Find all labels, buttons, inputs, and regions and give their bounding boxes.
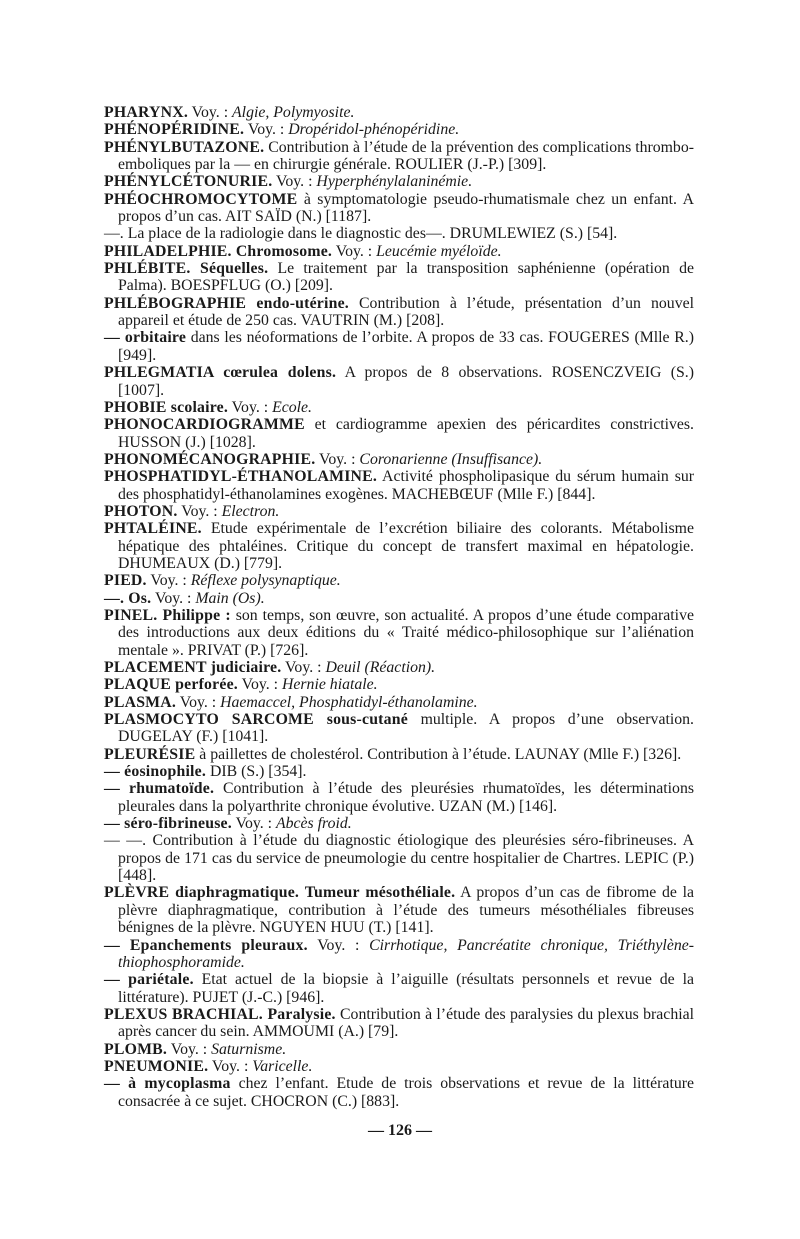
entry-text: à symptomatologie pseudo-rhumatismale chez un enfant. A propos d’un cas. AIT SAÏD (N.) [1187]. [118, 190, 694, 226]
entry-heading: — Epanchements pleuraux. [104, 936, 308, 954]
index-entry [104, 173, 694, 190]
index-entry [104, 243, 694, 260]
entry-text: Le traitement par la transposition saphénienne (opération de Palma). BOESPFLUG (O.) [209]. [118, 260, 694, 295]
entry-text: Contribution à l’étude des pleurésies rhumatoïdes, les déterminations pleurales dans la polyarthrite chronique évolutive. UZAN (M.) [146]. [118, 780, 694, 815]
entry-heading: PHARYNX. [104, 104, 188, 121]
entry-text: Voy. : [177, 502, 222, 520]
index-entry [104, 884, 694, 936]
index-entry [104, 1041, 694, 1058]
entry-heading: PNEUMONIE. [104, 1057, 209, 1075]
entry-heading: — orbitaire [104, 329, 187, 347]
cross-reference: Varicelle. [252, 1057, 313, 1075]
index-entry [104, 451, 694, 468]
cross-reference: Réflexe polysynaptique. [190, 572, 341, 590]
entry-heading: PHÉNOPÉRIDINE. [104, 121, 245, 139]
entry-text: Activité phospholipasique du sérum humain sur des phosphatidyl-éthanolamines exogènes. MACHEBŒUF (Mlle F.) [844]. [118, 468, 694, 503]
cross-reference: Hyperphénylalaninémie. [316, 173, 473, 191]
entry-heading: PLÈVRE diaphragmatique. Tumeur mésothéliale. [104, 884, 456, 902]
entry-heading: PHOBIE scolaire. [104, 398, 229, 416]
entry-heading: PLACEMENT judiciaire. [104, 659, 282, 676]
index-entry [104, 225, 694, 242]
index-entry [104, 937, 694, 972]
index-entry [104, 590, 694, 607]
entry-heading: — rhumatoïde. [104, 780, 215, 798]
entry-heading: PHLÉBITE. Séquelles. [104, 260, 269, 278]
entry-heading: PHLEGMATIA cœrulea dolens. [104, 364, 337, 382]
entry-text: A propos d’un cas de fibrome de la plèvre diaphragmatique, contribution à l’étude des tumeurs mésothéliales fibreuses bénignes de la plèvre. NGUYEN HUU (T.) [141]. [118, 884, 694, 937]
entry-heading: PHONOCARDIOGRAMME [104, 416, 305, 434]
index-entry [104, 399, 694, 416]
entry-text: à paillettes de cholestérol. Contribution à l’étude. LAUNAY (Mlle F.) [326]. [195, 745, 682, 763]
index-entry [104, 1058, 694, 1075]
index-entry [104, 503, 694, 520]
entry-heading: PHOSPHATIDYL-ÉTHANOLAMINE. [104, 468, 378, 486]
index-entry [104, 520, 694, 572]
entry-heading: PLASMOCYTO SARCOME sous-cutané [104, 711, 408, 729]
entry-text: A propos de 8 observations. ROSENCZVEIG (S.) [1007]. [118, 364, 694, 399]
index-entry [104, 104, 694, 121]
entry-heading: —. Os. [104, 589, 152, 607]
cross-reference: Ecole. [272, 398, 312, 416]
entry-text: Voy. : [237, 676, 282, 694]
entry-text: Voy. : [272, 173, 317, 191]
entry-text: Voy. : [208, 1057, 253, 1075]
entry-heading: PINEL. Philippe : [104, 606, 231, 624]
index-entry [104, 191, 694, 226]
entry-text: Contribution à l’étude, présentation d’un nouvel appareil et étude de 250 cas. VAUTRIN (M.) [208]. [118, 294, 694, 330]
entry-heading: PHLÉBOGRAPHIE endo-utérine. [104, 294, 349, 312]
entry-text: Etude expérimentale de l’excrétion biliaire des colorants. Métabolisme hépatique des phtaléines. Critique du concept de transfert maximal en hépatologie. DHUMEAUX (D.) [779]. [118, 520, 694, 572]
entry-text: Voy. : [167, 1040, 212, 1058]
index-entry [104, 815, 694, 832]
entry-text: Voy. : [231, 815, 276, 833]
cross-reference: Haemaccel, Phosphatidyl-éthanolamine. [220, 693, 478, 711]
index-entry [104, 295, 694, 330]
entry-heading: PIED. [104, 572, 147, 590]
entry-heading: — séro-fibrineuse. [104, 815, 232, 833]
index-entry [104, 694, 694, 711]
index-entry [104, 607, 694, 659]
entry-text: — —. Contribution à l’étude du diagnostic étiologique des pleurésies séro-fibrineuses. A propos de 171 cas du service de pneumologie du centre hospitalier de Chartres. LEPIC (P.) [448]. [104, 832, 694, 885]
entry-text: et cardiogramme apexien des péricardites constrictives. HUSSON (J.) [1028]. [118, 416, 694, 451]
entry-text: Voy. : [307, 936, 370, 954]
cross-reference: Algie, Polymyosite. [232, 104, 355, 121]
index-entry [104, 780, 694, 815]
cross-reference: Deuil (Réaction). [325, 659, 436, 676]
cross-reference: Abcès froid. [275, 815, 352, 833]
entry-heading: PHONOMÉCANOGRAPHIE. [104, 450, 316, 468]
index-entry [104, 832, 694, 884]
index-entry [104, 416, 694, 451]
entry-heading: PHÉNYLCÉTONURIE. [104, 173, 273, 191]
index-entry [104, 971, 694, 1006]
cross-reference: Electron. [221, 502, 280, 520]
entry-heading: PHÉOCHROMOCYTOME [104, 190, 298, 208]
entry-text: Etat actuel de la biopsie à l’aiguille (résultats personnels et revue de la littérature). PUJET (J.-C.) [946]. [118, 971, 694, 1006]
index-entry [104, 1006, 694, 1041]
entry-text: son temps, son œuvre, son actualité. A propos d’une étude comparative des introductions aux deux éditions du « Traité médico-philosophique sur l’aliénation mentale ». PRIVAT (P.) [726]. [118, 606, 694, 659]
entry-text: Contribution à l’étude de la prévention des complications thrombo-emboliques par la — en chirurgie générale. ROULIER (J.-P.) [309]. [118, 138, 694, 174]
index-entry [104, 572, 694, 589]
entry-text: multiple. A propos d’une observation. DUGELAY (F.) [1041]. [118, 711, 694, 746]
index-entry [104, 139, 694, 174]
entry-text: Contribution à l’étude des paralysies du plexus brachial après cancer du sein. AMMOUMI (A.) [79]. [118, 1005, 695, 1041]
entry-heading: — éosinophile. [104, 763, 206, 781]
entry-text: Voy. : [315, 450, 360, 468]
entry-heading: PLOMB. [104, 1040, 168, 1058]
index-entry [104, 121, 694, 138]
entry-text: dans les néoformations de l’orbite. A propos de 33 cas. FOUGERES (Mlle R.) [949]. [118, 329, 694, 364]
entry-heading: PHILADELPHIE. Chromosome. [104, 242, 333, 260]
entry-text: Voy. : [281, 659, 326, 676]
entry-heading: PHOTON. [104, 502, 178, 520]
entry-heading: — à mycoplasma [104, 1075, 231, 1093]
entry-heading: PLASMA. [104, 693, 177, 711]
entry-text: Voy. : [332, 242, 377, 260]
cross-reference: Leucémie myéloïde. [376, 242, 502, 260]
cross-reference: Main (Os). [195, 589, 265, 607]
entry-text: —. La place de la radiologie dans le diagnostic des—. DRUMLEWIEZ (S.) [54]. [104, 225, 618, 243]
entry-heading: PHTALÉINE. [104, 520, 202, 538]
index-entry [104, 676, 694, 693]
entry-text: Voy. : [176, 693, 221, 711]
cross-reference: Cirrhotique, Pancréatite chronique, Triéthylène-thiophosphoramide. [118, 936, 695, 971]
index-entry [104, 468, 694, 503]
cross-reference: Hernie hiatale. [281, 676, 378, 694]
entry-text: Voy. : [244, 121, 289, 139]
entry-text: Voy. : [187, 104, 233, 121]
cross-reference: Dropéridol-phénopéridine. [288, 121, 460, 139]
entry-text: Voy. : [151, 589, 196, 607]
entry-text: DIB (S.) [354]. [206, 763, 307, 781]
entry-heading: PLEXUS BRACHIAL. Paralysie. [104, 1005, 336, 1023]
index-entry [104, 763, 694, 780]
entry-heading: — pariétale. [104, 971, 194, 989]
index-entry [104, 746, 694, 763]
entry-text: Voy. : [228, 398, 273, 416]
entry-text: Voy. : [146, 572, 191, 590]
entry-heading: PHÉNYLBUTAZONE. [104, 138, 265, 156]
index-column [104, 104, 694, 1110]
entry-heading: PLEURÉSIE [104, 745, 196, 763]
entry-text: chez l’enfant. Etude de trois observations et revue de la littérature consacrée à ce sujet. CHOCRON (C.) [883]. [118, 1075, 695, 1110]
index-entry [104, 329, 694, 364]
entry-heading: PLAQUE perforée. [104, 676, 238, 694]
index-entry [104, 711, 694, 746]
index-entry [104, 659, 694, 676]
cross-reference: Saturnisme. [211, 1040, 287, 1058]
index-entry [104, 260, 694, 295]
index-entry [104, 364, 694, 399]
page-number: — 126 — [368, 1122, 432, 1139]
cross-reference: Coronarienne (Insuffisance). [359, 450, 543, 468]
index-entry [104, 1075, 694, 1110]
